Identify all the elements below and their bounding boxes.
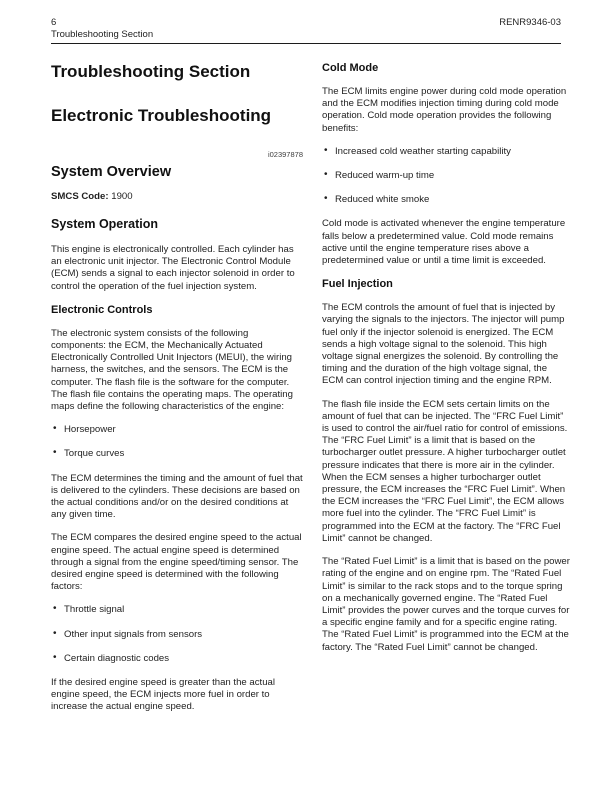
list-item: • Reduced white smoke [322,194,570,206]
paragraph: The electronic system consists of the following components: the ECM, the Mechanically Actuated Electronically Controlled Unit Injectors (MEUI), the wiring harness, the switches, and the sensors. The ECM is the computer. The flash file is the software for the computer. The flash file contains the operating maps. The operating maps define the following characteristics of the engine: [51,327,293,413]
engine-characteristics-list [51,424,303,460]
list-item: • Reduced warm-up time [322,170,570,182]
paragraph: The ECM limits engine power during cold mode operation and the ECM modifies injection timing during cold mode operation. Cold mode operation provides the following benefits: [322,86,567,134]
cold-mode-benefits-list [322,146,570,207]
list-item: • Horsepower [51,424,303,436]
doc-number: RENR9346-03 [499,17,561,28]
section-title: Troubleshooting Section [51,62,251,81]
heading-electronic-controls: Electronic Controls [51,303,153,316]
right-column [322,62,570,665]
paragraph: The ECM controls the amount of fuel that is injected by varying the signals to the injectors. The injector will pump fuel only if the injector solenoid is energized. The ECM sends a high voltage signal to the solenoid. This high voltage signal energizes the solenoid. By controlling the timing and the duration of the high voltage signal, the ECM can control injection timing and the engine RPM. [322,302,565,387]
heading-fuel-injection: Fuel Injection [322,278,393,291]
paragraph: This engine is electronically controlled. Each cylinder has an electronic unit injector. The Electronic Control Module (ECM) sends a signal to each injector solenoid in order to control the operation of the fuel injection system. [51,244,295,292]
paragraph: The ECM compares the desired engine speed to the actual engine speed. The actual engine speed is determined through a signal from the engine speed/timing sensor. The desired engine speed is determined with the following factors: [51,532,302,593]
list-item: • Certain diagnostic codes [51,653,303,665]
paragraph: The “Rated Fuel Limit” is a limit that is based on the power rating of the engine and on engine rpm. The “Rated Fuel Limit” is similar to the rack stops and to the torque spring on a mechanically governed engine. The “Rated Fuel Limit” provides the power curves and the torque curves for a specific engine family and for a specific engine rating. The “Rated Fuel Limit” is programmed into the ECM at the factory. The “Rated Fuel Limit” cannot be changed. [322,556,570,653]
desired-speed-factors-list [51,604,303,665]
page-number: 6 [51,17,57,28]
paragraph: The ECM determines the timing and the amount of fuel that is delivered to the cylinders. These decisions are based on the actual conditions and/or on the desired conditions at any given time. [51,472,303,521]
smcs-value: 1900 [111,191,133,202]
paragraph: If the desired engine speed is greater than the actual engine speed, the ECM injects more fuel in order to increase the actual engine speed. [51,677,276,713]
list-item: • Torque curves [51,448,303,460]
heading-cold-mode: Cold Mode [322,62,379,74]
list-item: • Other input signals from sensors [51,629,303,641]
header-section-title: Troubleshooting Section [51,28,154,40]
page-header [51,17,561,44]
chapter-title: Electronic Troubleshooting [51,106,272,125]
paragraph: The flash file inside the ECM sets certain limits on the amount of fuel that can be injected. The “FRC Fuel Limit” is used to control the air/fuel ratio for control of emissions. The “FRC Fuel Limit” is a limit that is based on the turbocharger outlet pressure. A higher turbocharger outlet pressure indicates that there is more air in the cylinder. When the ECM senses a higher turbocharger outlet pressure, the ECM increases the “FRC Fuel Limit”. When the ECM increases the “FRC Fuel Limit”, the ECM allows more fuel into the cylinder. The “FRC Fuel Limit” is programmed into the ECM at the factory. The “FRC Fuel Limit” cannot be changed. [322,398,568,544]
heading-system-overview: System Overview [51,164,172,180]
header-left [51,17,153,40]
list-item: • Throttle signal [51,604,303,616]
heading-system-operation: System Operation [51,217,158,231]
paragraph: Cold mode is activated whenever the engine temperature falls below a predetermined value. Cold mode remains active until the engine temperature rises above a predetermined value or until a time limit is exceeded. [322,218,566,267]
left-column [51,62,303,725]
list-item: • Increased cold weather starting capability [322,146,570,158]
smcs-code-line [51,191,303,203]
smcs-label: SMCS Code: [51,191,109,202]
reference-number: i02397878 [267,150,303,159]
